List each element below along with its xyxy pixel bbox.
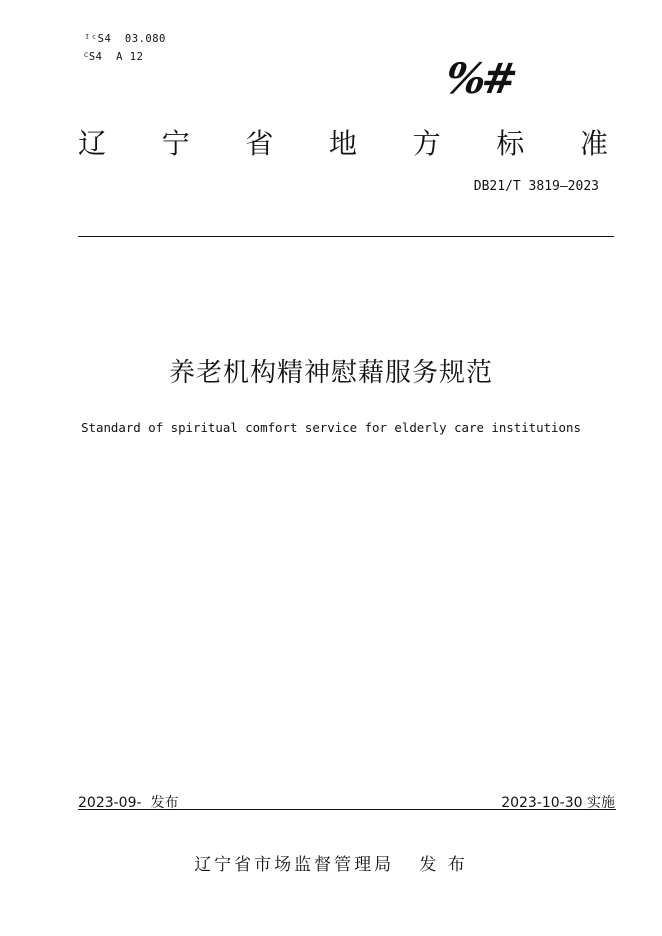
title-char: 准 [579,127,608,160]
publisher: 辽宁省市场监督管理局 发 布 [194,855,468,875]
title-char: 标 [496,127,525,160]
title-char: 宁 [161,127,190,160]
header-divider [78,236,614,237]
title-char: 省 [245,127,274,160]
standard-category-title [78,128,608,160]
standard-logo: %# [442,54,517,103]
standard-number: DB21/T 3819—2023 [473,179,599,194]
ccs-code: ꟲS4 A 12 [84,51,144,63]
title-char: 辽 [78,127,107,160]
title-char: 地 [328,127,357,160]
document-subtitle-english: Standard of spiritual comfort service for elderly care institutions [81,420,581,435]
issue-date: 2023-09- 发布 [78,795,179,811]
document-title: 养老机构精神慰藉服务规范 [168,358,493,388]
implementation-date: 2023-10-30 实施 [501,795,615,811]
footer-divider [78,809,616,810]
ics-code: ᴵᶜS4 03.080 [84,33,166,45]
title-char: 方 [412,127,441,160]
